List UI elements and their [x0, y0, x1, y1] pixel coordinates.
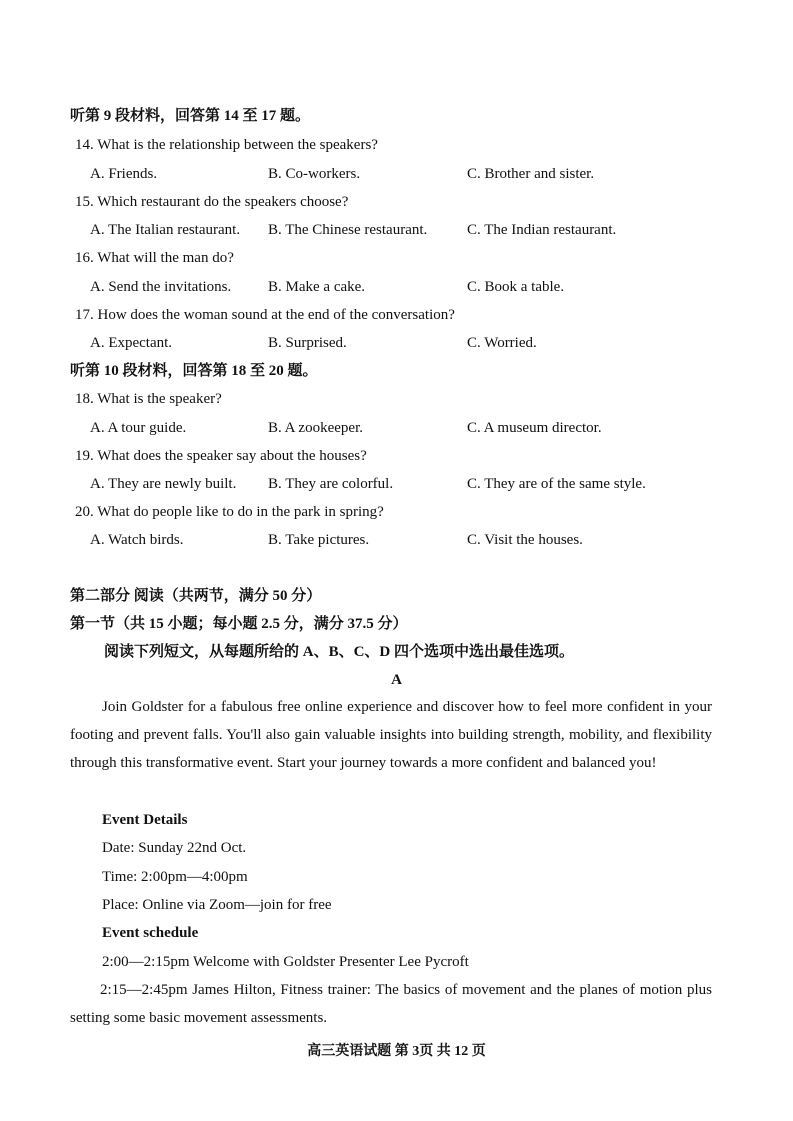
q16-option-a: A. Send the invitations.: [90, 279, 232, 295]
q15-option-a: A. The Italian restaurant.: [90, 222, 241, 238]
q19-option-c: C. They are of the same style.: [467, 476, 646, 492]
question-19: 19. What does the speaker say about the houses?: [75, 448, 367, 464]
section-10-header: 听第 10 段材料，回答第 18 至 20 题。: [70, 363, 318, 379]
schedule-item-2: 2:15—2:45pm James Hilton, Fitness trainer: The basics of movement and the planes of motion plus setting some basic movement assessments.: [70, 982, 712, 1026]
q16-option-b: B. Make a cake.: [268, 279, 366, 295]
event-time: Time: 2:00pm—4:00pm: [102, 869, 248, 885]
event-place: Place: Online via Zoom—join for free: [102, 897, 332, 913]
q14-option-c: C. Brother and sister.: [467, 166, 595, 182]
question-15: 15. Which restaurant do the speakers choose?: [75, 194, 349, 210]
event-schedule-heading: Event schedule: [102, 925, 199, 941]
passage-intro: Join Goldster for a fabulous free online experience and discover how to feel more confident in your footing and prevent falls. You'll also gain valuable insights into building strength, mobility, and flexibility through this transformative event. Start your journey towards a more confident and balanced you!: [70, 699, 712, 771]
event-date: Date: Sunday 22nd Oct.: [102, 840, 247, 856]
q20-option-b: B. Take pictures.: [268, 532, 370, 548]
q20-option-a: A. Watch birds.: [90, 532, 184, 548]
question-18: 18. What is the speaker?: [75, 391, 222, 407]
q14-option-b: B. Co-workers.: [268, 166, 361, 182]
q19-option-b: B. They are colorful.: [268, 476, 394, 492]
q20-option-c: C. Visit the houses.: [467, 532, 583, 548]
page-footer: 高三英语试题 第 3页 共 12 页: [307, 1044, 486, 1059]
q14-option-a: A. Friends.: [90, 166, 158, 182]
q18-option-c: C. A museum director.: [467, 420, 602, 436]
schedule-item-1: 2:00—2:15pm Welcome with Goldster Presenter Lee Pycroft: [102, 954, 469, 970]
event-details-heading: Event Details: [102, 812, 188, 828]
question-17: 17. How does the woman sound at the end of the conversation?: [75, 307, 455, 323]
question-16: 16. What will the man do?: [75, 250, 234, 266]
q15-option-b: B. The Chinese restaurant.: [268, 222, 428, 238]
q16-option-c: C. Book a table.: [467, 279, 565, 295]
q17-option-a: A. Expectant.: [90, 335, 173, 351]
q19-option-a: A. They are newly built.: [90, 476, 237, 492]
q18-option-b: B. A zookeeper.: [268, 420, 363, 436]
q18-option-a: A. A tour guide.: [90, 420, 187, 436]
part-two-title: 第二部分 阅读（共两节，满分 50 分）: [70, 588, 322, 604]
passage-label: A: [391, 672, 402, 688]
q17-option-b: B. Surprised.: [268, 335, 347, 351]
section-9-header: 听第 9 段材料，回答第 14 至 17 题。: [70, 108, 311, 124]
q17-option-c: C. Worried.: [467, 335, 537, 351]
q15-option-c: C. The Indian restaurant.: [467, 222, 617, 238]
reading-instruction: 阅读下列短文，从每题所给的 A、B、C、D 四个选项中选出最佳选项。: [104, 644, 575, 660]
section-one-title: 第一节（共 15 小题；每小题 2.5 分，满分 37.5 分）: [70, 616, 408, 632]
question-14: 14. What is the relationship between the speakers?: [75, 137, 378, 153]
question-20: 20. What do people like to do in the park in spring?: [75, 504, 384, 520]
